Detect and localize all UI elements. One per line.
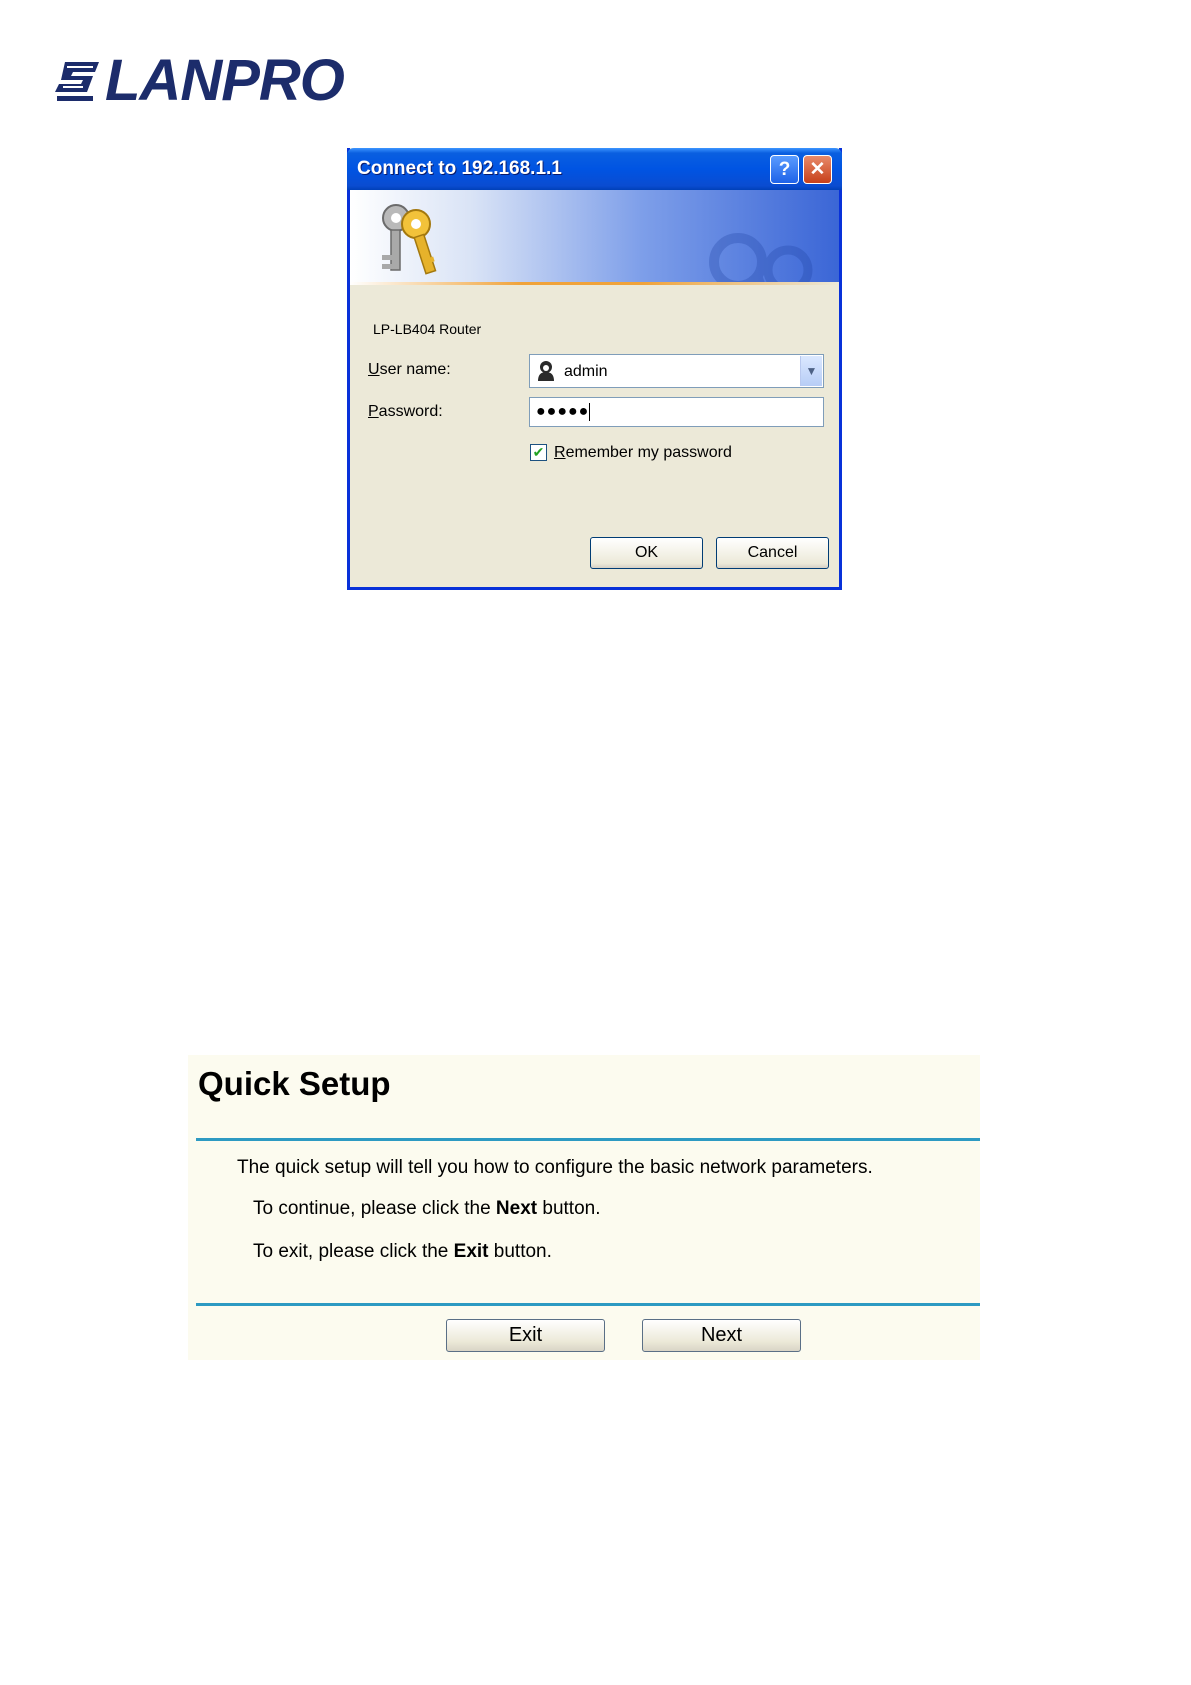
password-mask: ●●●●● [536, 403, 590, 420]
dialog-titlebar[interactable] [347, 148, 842, 190]
banner-divider [350, 282, 839, 285]
top-divider [196, 1138, 980, 1141]
cancel-button[interactable]: Cancel [716, 537, 829, 569]
password-field[interactable] [529, 397, 824, 427]
user-icon [536, 360, 556, 382]
username-label [368, 361, 451, 379]
continue-text-post: button. [537, 1198, 601, 1219]
exit-instruction [253, 1241, 552, 1263]
exit-button[interactable]: Exit [446, 1319, 605, 1352]
remember-password-label [554, 444, 732, 462]
username-value: admin [564, 363, 608, 380]
quick-setup-title: Quick Setup [198, 1065, 391, 1102]
username-combobox[interactable] [529, 354, 824, 388]
quick-setup-intro: The quick setup will tell you how to configure the basic network parameters. [237, 1157, 873, 1178]
continue-text-pre: To continue, please click the [253, 1198, 496, 1219]
ok-button[interactable]: OK [590, 537, 703, 569]
check-icon[interactable]: ✔ [530, 444, 547, 461]
lanpro-logo-mark-icon [55, 58, 101, 104]
password-accesskey: P [368, 403, 379, 420]
password-label-text: assword: [378, 403, 443, 420]
keys-icon [374, 200, 446, 278]
continue-text-bold: Next [495, 1198, 538, 1219]
exit-text-pre: To exit, please click the [253, 1241, 454, 1262]
close-button[interactable]: ✕ [803, 155, 832, 184]
username-accesskey: U [368, 361, 380, 378]
quick-setup-panel [188, 1055, 980, 1360]
next-button[interactable]: Next [642, 1319, 801, 1352]
lanpro-logo-text: LANPRO [105, 48, 344, 113]
exit-text-bold: Exit [453, 1241, 489, 1262]
login-dialog [347, 148, 842, 590]
lanpro-logo [55, 48, 344, 113]
exit-text-post: button. [488, 1241, 552, 1262]
text-caret [589, 403, 590, 421]
router-name-label: LP-LB404 Router [373, 321, 482, 337]
remember-label-text: emember my password [565, 444, 732, 461]
chevron-down-icon[interactable]: ▼ [800, 356, 822, 386]
remember-accesskey: R [554, 444, 566, 461]
dialog-title: Connect to 192.168.1.1 [357, 158, 562, 179]
bottom-divider [196, 1303, 980, 1306]
keys-watermark-icon [688, 232, 828, 282]
continue-instruction [253, 1198, 601, 1220]
username-label-text: ser name: [379, 361, 451, 378]
password-label [368, 403, 443, 421]
help-button[interactable]: ? [770, 155, 799, 184]
